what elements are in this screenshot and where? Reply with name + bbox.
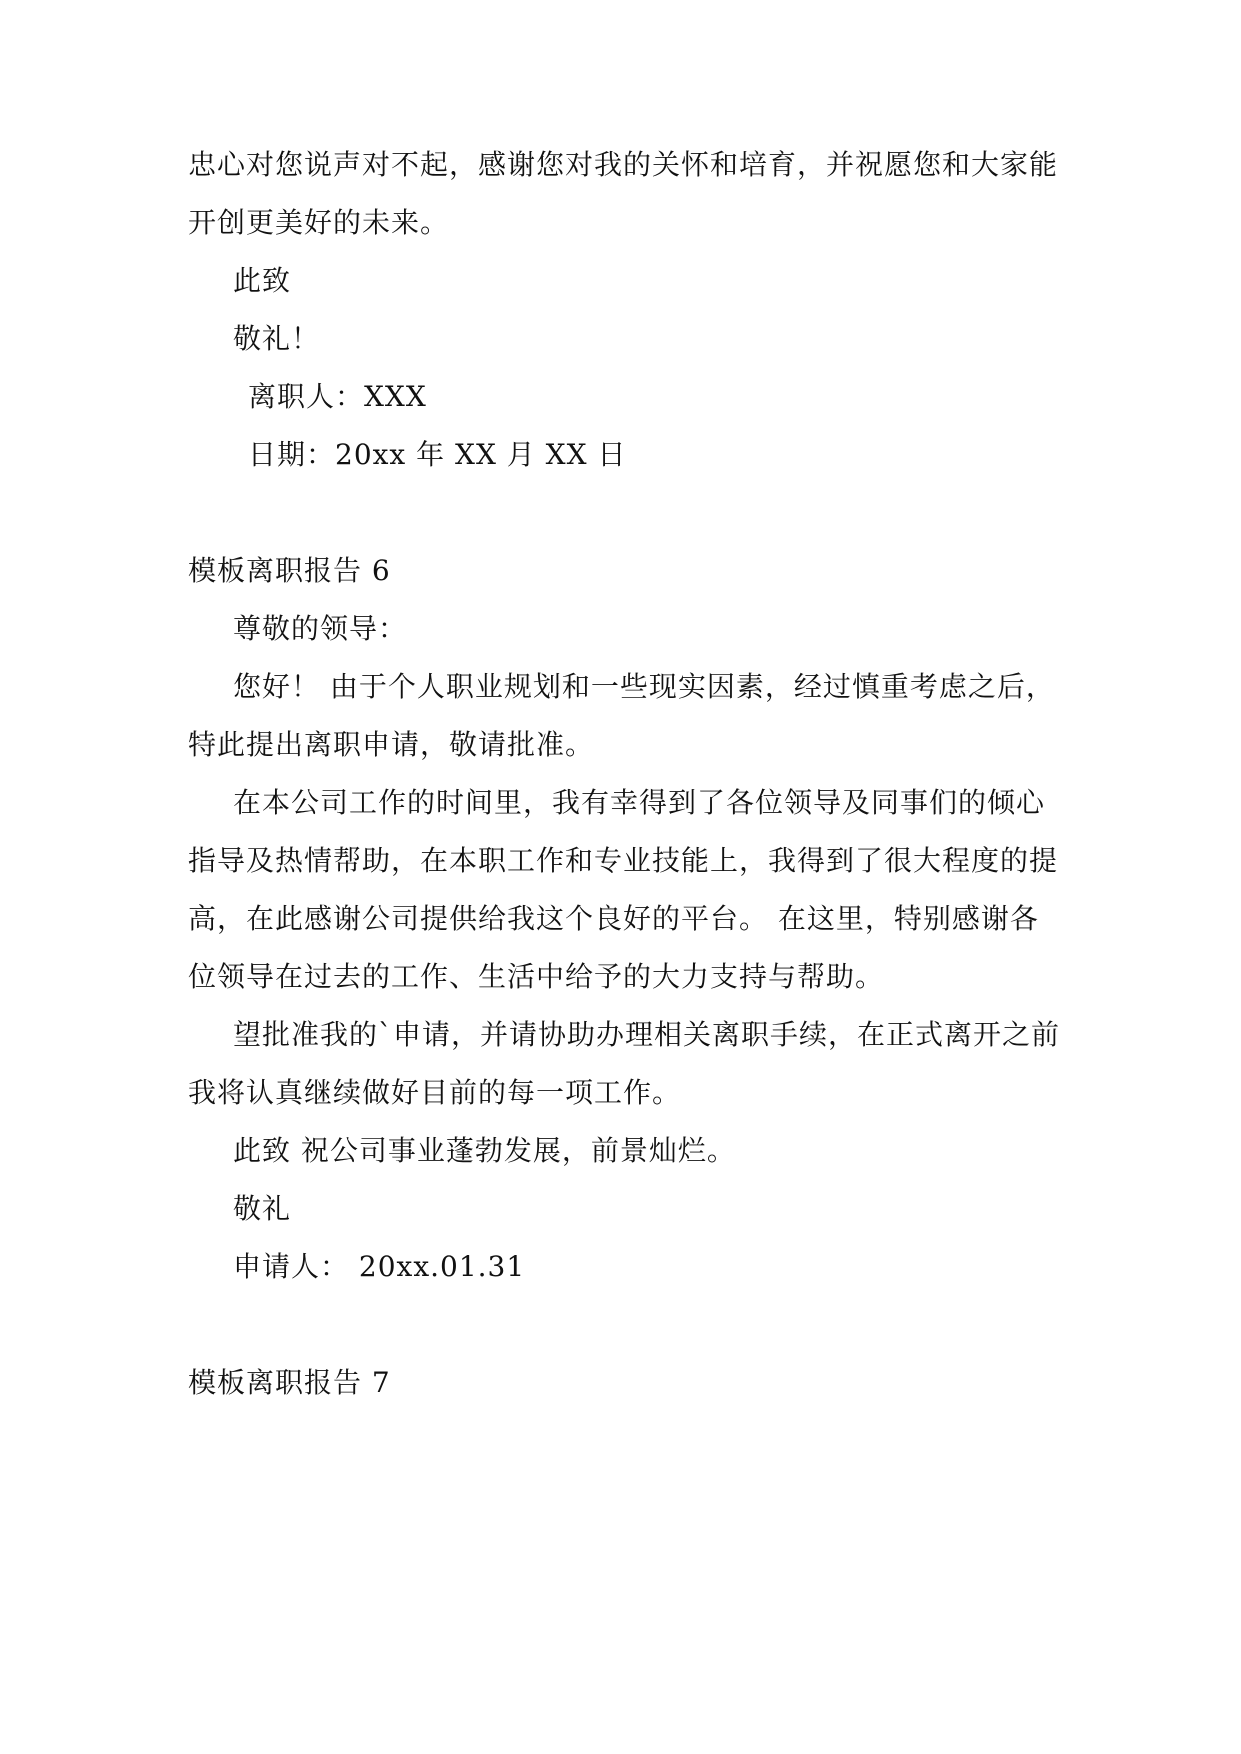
regards-text: 敬礼！ — [233, 322, 321, 355]
regards-text: 敬礼 — [233, 1192, 292, 1225]
salutation-text: 此致 — [233, 264, 292, 297]
body-text-line: 我将认真继续做好目前的每一项工作。 — [188, 1076, 682, 1109]
body-text-line: 开创更美好的未来。 — [188, 206, 450, 239]
body-text-line: 忠心对您说声对不起，感谢您对我的关怀和培育，并祝愿您和大家能 — [188, 148, 1059, 181]
section-title: 模板离职报告 6 — [188, 554, 391, 587]
body-text-line: 望批准我的`申请，并请协助办理相关离职手续，在正式离开之前 — [233, 1018, 1061, 1051]
body-text-line: 特此提出离职申请，敬请批准。 — [188, 728, 595, 761]
greeting-text: 尊敬的领导： — [233, 612, 408, 645]
body-text-line: 高，在此感谢公司提供给我这个良好的平台。 在这里，特别感谢各 — [188, 902, 1039, 935]
date-text: 日期：20xx 年 XX 月 XX 日 — [248, 438, 627, 471]
applicant-text: 申请人： 20xx.01.31 — [233, 1250, 526, 1283]
body-text-line: 指导及热情帮助，在本职工作和专业技能上，我得到了很大程度的提 — [188, 844, 1059, 877]
closing-text: 此致 祝公司事业蓬勃发展，前景灿烂。 — [233, 1134, 736, 1167]
body-text-line: 位领导在过去的工作、生活中给予的大力支持与帮助。 — [188, 960, 885, 993]
section-title: 模板离职报告 7 — [188, 1366, 391, 1399]
resigner-text: 离职人：XXX — [248, 380, 427, 413]
body-text-line: 在本公司工作的时间里，我有幸得到了各位领导及同事们的倾心 — [233, 786, 1046, 819]
body-text-line: 您好！ 由于个人职业规划和一些现实因素，经过慎重考虑之后， — [233, 670, 1055, 703]
